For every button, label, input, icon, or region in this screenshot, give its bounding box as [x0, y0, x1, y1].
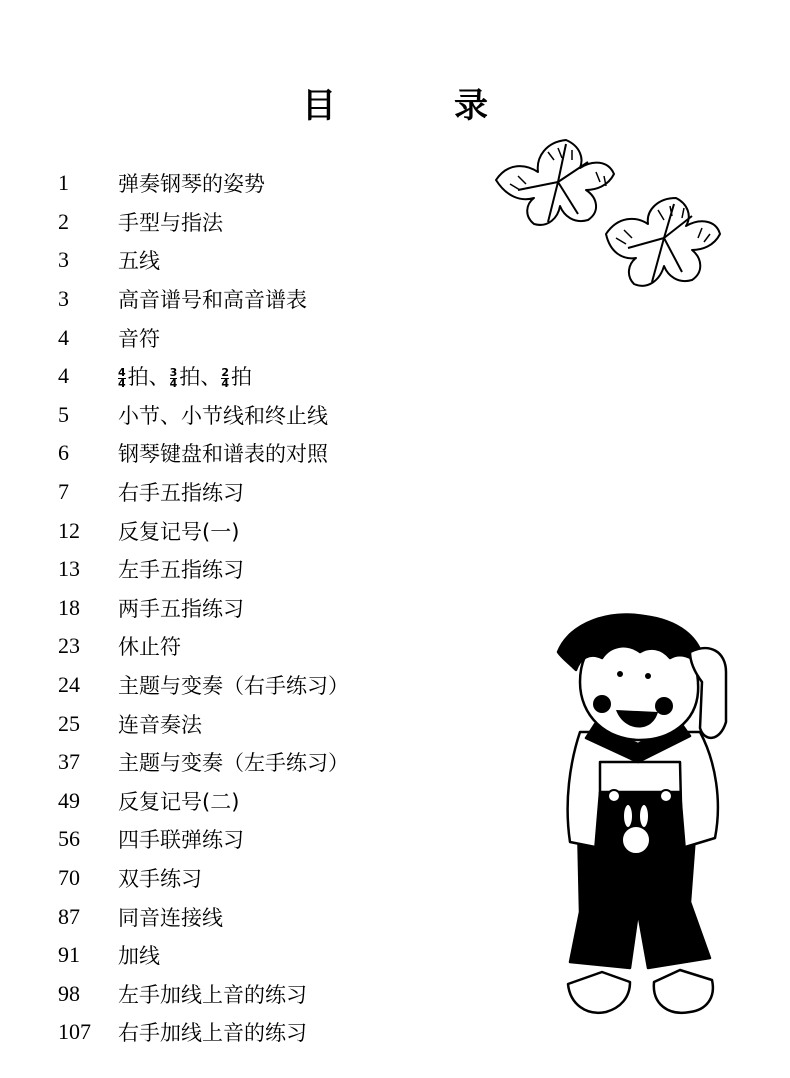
- toc-page-number: 5: [58, 401, 69, 427]
- toc-entry-text: 加线: [118, 944, 160, 969]
- toc-page-number: 24: [58, 672, 80, 698]
- time-signature-numerator: 4: [118, 365, 126, 379]
- toc-entry-text: 左手五指练习: [118, 558, 244, 583]
- toc-row: [58, 897, 349, 936]
- toc-row: [58, 589, 349, 628]
- toc-page-number: 3: [58, 286, 69, 312]
- toc-row: [58, 666, 349, 705]
- toc-page-number: 18: [58, 594, 80, 620]
- toc-row: [58, 434, 349, 473]
- toc-row: [58, 203, 349, 242]
- time-signature-denominator: 4: [221, 376, 229, 390]
- toc-entry-text: 主题与变奏（右手练习）: [118, 674, 349, 699]
- time-signature-word: 拍: [127, 365, 149, 390]
- toc-entry-text: 左手加线上音的练习: [118, 982, 307, 1007]
- title-char-1: 目: [302, 86, 336, 126]
- toc-page-number: 70: [58, 864, 80, 890]
- toc-page-number: 98: [58, 980, 80, 1006]
- toc-row: [58, 704, 349, 743]
- toc-row: [58, 357, 349, 396]
- toc-entry-text: 双手练习: [118, 866, 202, 891]
- toc-row: [58, 473, 349, 512]
- toc-page-number: 13: [58, 556, 80, 582]
- toc-entry-text: 五线: [118, 249, 160, 274]
- toc-row: [58, 550, 349, 589]
- toc-row: [58, 241, 349, 280]
- leaves-illustration: [488, 132, 728, 310]
- toc-page-number: 56: [58, 826, 80, 852]
- toc-row: [58, 627, 349, 666]
- toc-page-number: 107: [58, 1019, 91, 1045]
- toc-entry-text: 右手五指练习: [118, 481, 244, 506]
- toc-row: [58, 936, 349, 975]
- toc-entry-text: 两手五指练习: [118, 596, 244, 621]
- toc-page-number: 3: [58, 247, 69, 273]
- toc-page-number: 25: [58, 710, 80, 736]
- time-signature-denominator: 4: [169, 376, 178, 390]
- page-title: [0, 78, 790, 127]
- toc-entry-text: 反复记号(二): [118, 789, 240, 814]
- toc-entry-text: 钢琴键盘和谱表的对照: [118, 442, 328, 467]
- toc-page-number: 91: [58, 942, 80, 968]
- separator: 、: [200, 365, 222, 390]
- toc-entry-text: 反复记号(一): [118, 519, 240, 544]
- toc-row: [58, 511, 349, 550]
- toc-page-number: 49: [58, 787, 80, 813]
- toc-page-number: 6: [58, 440, 69, 466]
- toc-entry-text: 右手加线上音的练习: [118, 1021, 307, 1046]
- toc-page-number: 1: [58, 170, 69, 196]
- toc-row: [58, 164, 349, 203]
- separator: 、: [148, 365, 170, 390]
- toc-entry-text: 连音奏法: [118, 712, 202, 737]
- toc-entry-text: 高音谱号和高音谱表: [118, 288, 307, 313]
- toc-page-number: 2: [58, 208, 69, 234]
- toc-row: [58, 859, 349, 898]
- toc-row: [58, 1013, 349, 1052]
- toc-page-number: 37: [58, 749, 80, 775]
- time-signature-numerator: 2: [221, 365, 229, 379]
- toc-entry-text: 休止符: [118, 635, 181, 660]
- toc-page-number: 12: [58, 517, 80, 543]
- time-signature-word: 拍: [179, 365, 201, 390]
- toc-row: [58, 396, 349, 435]
- toc-entry-text: 弹奏钢琴的姿势: [118, 172, 265, 197]
- time-signature-denominator: 4: [118, 376, 126, 390]
- time-signature: [169, 365, 178, 390]
- toc-row: [58, 318, 349, 357]
- toc-entry-text: 主题与变奏（左手练习）: [118, 751, 349, 776]
- toc-page-number: 4: [58, 324, 69, 350]
- time-signature-word: 拍: [230, 365, 252, 390]
- time-signature: [221, 365, 229, 390]
- toc-entry-text: 同音连接线: [118, 905, 223, 930]
- toc-page-number: 23: [58, 633, 80, 659]
- toc-entry-text: 音符: [118, 326, 160, 351]
- toc-row: [58, 280, 349, 319]
- time-signature: [118, 365, 126, 390]
- boy-illustration: [540, 612, 740, 1052]
- toc-entry-text: 手型与指法: [118, 210, 223, 235]
- toc-entry-text: [118, 361, 252, 391]
- toc-row: [58, 782, 349, 821]
- toc-page-number: 4: [58, 363, 69, 389]
- toc-entry-text: 小节、小节线和终止线: [118, 403, 328, 428]
- toc-page-number: 87: [58, 903, 80, 929]
- toc-row: [58, 820, 349, 859]
- table-of-contents: [58, 164, 349, 1052]
- toc-row: [58, 974, 349, 1013]
- toc-page-number: 7: [58, 479, 69, 505]
- title-char-2: 录: [454, 86, 488, 126]
- toc-row: [58, 743, 349, 782]
- time-signature-numerator: 3: [169, 365, 178, 379]
- toc-entry-text: 四手联弹练习: [118, 828, 244, 853]
